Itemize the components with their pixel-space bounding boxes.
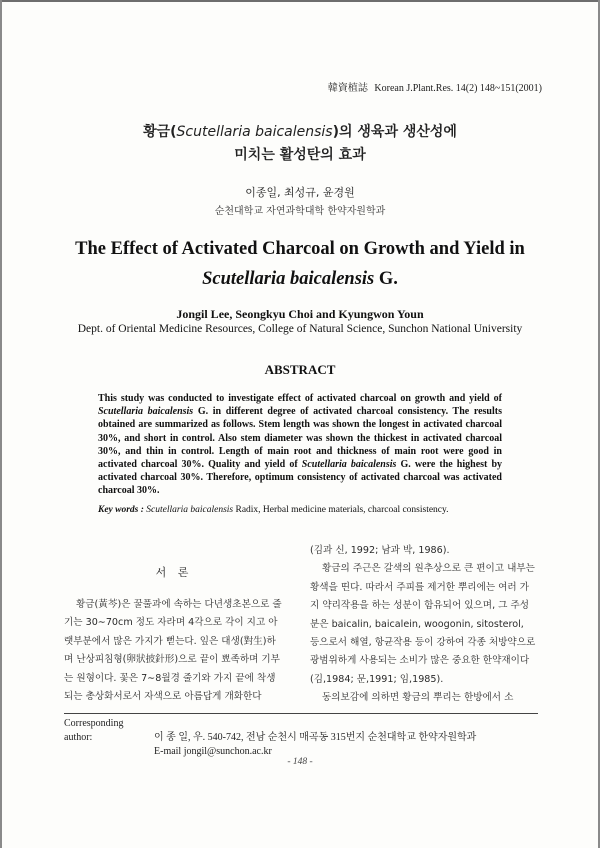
abstract-species-1: Scutellaria baicalensis xyxy=(98,406,194,418)
corresponding-author-email: E-mail jongil@sunchon.ac.kr xyxy=(154,746,272,757)
keywords xyxy=(98,505,518,515)
abstract-body xyxy=(98,392,502,498)
korean-title-line2: 미치는 활성탄의 효과 xyxy=(234,147,366,163)
section-heading-introduction: 서 론 xyxy=(155,566,193,579)
english-affiliation: Dept. of Oriental Medicine Resources, College of Natural Science, Sunchon National University xyxy=(77,323,523,335)
corresponding-author-address: 이 종 일, 우. 540-742, 전남 순천시 매곡동 315번지 순천대학교 한약자원학과 xyxy=(154,732,477,743)
korean-title-species: Scutellaria baicalensis xyxy=(176,124,333,140)
corresponding-author-label: Corresponding author: xyxy=(64,718,124,743)
korean-authors: 이종일, 최성규, 윤경원 xyxy=(245,186,355,199)
corresponding-author xyxy=(64,717,544,759)
body-column-left xyxy=(64,596,284,706)
abstract-species-2: Scutellaria baicalensis xyxy=(301,459,397,471)
abstract-text-1: This study was conducted to investigate effect of activated charcoal on growth and yield of xyxy=(98,393,502,404)
keywords-label: Key words : xyxy=(98,505,144,515)
page-border-top xyxy=(0,0,600,2)
keywords-rest: Radix, Herbal medicine materials, charcoal consistency. xyxy=(233,505,449,515)
english-title-suffix: G. xyxy=(374,269,398,289)
korean-affiliation: 순천대학교 자연과학대학 한약자원학과 xyxy=(214,206,386,217)
korean-title xyxy=(0,121,600,167)
english-authors: Jongil Lee, Seongkyu Choi and Kyungwon Youn xyxy=(176,307,424,321)
abstract-text-2: G. in different degree of activated charcoal consistency. The results obtained are summarized as follows. Stem length was shown the longest in activated charcoal 30%, and short in control. Also stem diameter was shown the thickest in activated charcoal 30%, and thin in control. Length of main root and thickness of main root were good in activated charcoal 30%. Quality and yield of xyxy=(98,406,502,471)
body-paragraph: (김과 신, 1992; 남과 박, 1986). xyxy=(310,545,450,556)
body-column-right xyxy=(310,542,536,708)
journal-header xyxy=(328,79,542,94)
journal-name-korean: 韓資植誌 xyxy=(327,83,368,94)
keywords-species: Scutellaria baicalensis xyxy=(143,505,234,515)
korean-title-line1 xyxy=(0,121,600,144)
korean-title-prefix: 황금( xyxy=(143,124,177,140)
journal-citation: Korean J.Plant.Res. 14(2) 148~151(2001) xyxy=(374,83,542,94)
korean-title-suffix: )의 생육과 생산성에 xyxy=(332,124,457,140)
body-paragraph: 황금(黃芩)은 꿀풀과에 속하는 다년생초본으로 줄기는 30∼70cm 정도 자라며 4각으로 각이 지고 아랫부분에서 많은 가지가 뻗는다. 잎은 대생(對生)하며 난상피침형(卵狀披針形)으로 끝이 뾰족하며 기부는 원형이다. 꽃은 7∼8월경 줄기와 가지 끝에 착생되는 총상화서로서 자색으로 아름답게 개화한다 xyxy=(64,599,282,703)
abstract-heading: ABSTRACT xyxy=(264,362,336,377)
footnote-divider xyxy=(64,713,538,714)
body-paragraph: 황금의 주근은 갈색의 원추상으로 큰 편이고 내부는 황색을 띤다. 따라서 주피를 제거한 뿌리에는 여러 가지 약리작용을 하는 성분이 함유되어 있으며, 그 주성분은 baicalin, baicalein, woogonin, sitosterol, 등으로서 해열, 항균작용 등이 강하여 각종 처방약으로 광범위하게 사용되는 소비가 많은 중요한 한약재이다(김,1984; 문,1991; 임,1985). xyxy=(310,563,536,685)
abstract-text-3: G. were the highest by activated charcoal 30%. Therefore, optimum consistency of activated charcoal was activated charcoal 30%. xyxy=(98,459,503,497)
english-title-species: Scutellaria baicalensis xyxy=(202,269,375,289)
page-number: - 148 - xyxy=(287,757,313,767)
english-title-line1: The Effect of Activated Charcoal on Growth and Yield in xyxy=(75,239,525,259)
english-title-line2 xyxy=(0,264,600,294)
english-title xyxy=(0,234,600,294)
body-paragraph: 동의보감에 의하면 황금의 뿌리는 한방에서 소 xyxy=(322,692,514,704)
